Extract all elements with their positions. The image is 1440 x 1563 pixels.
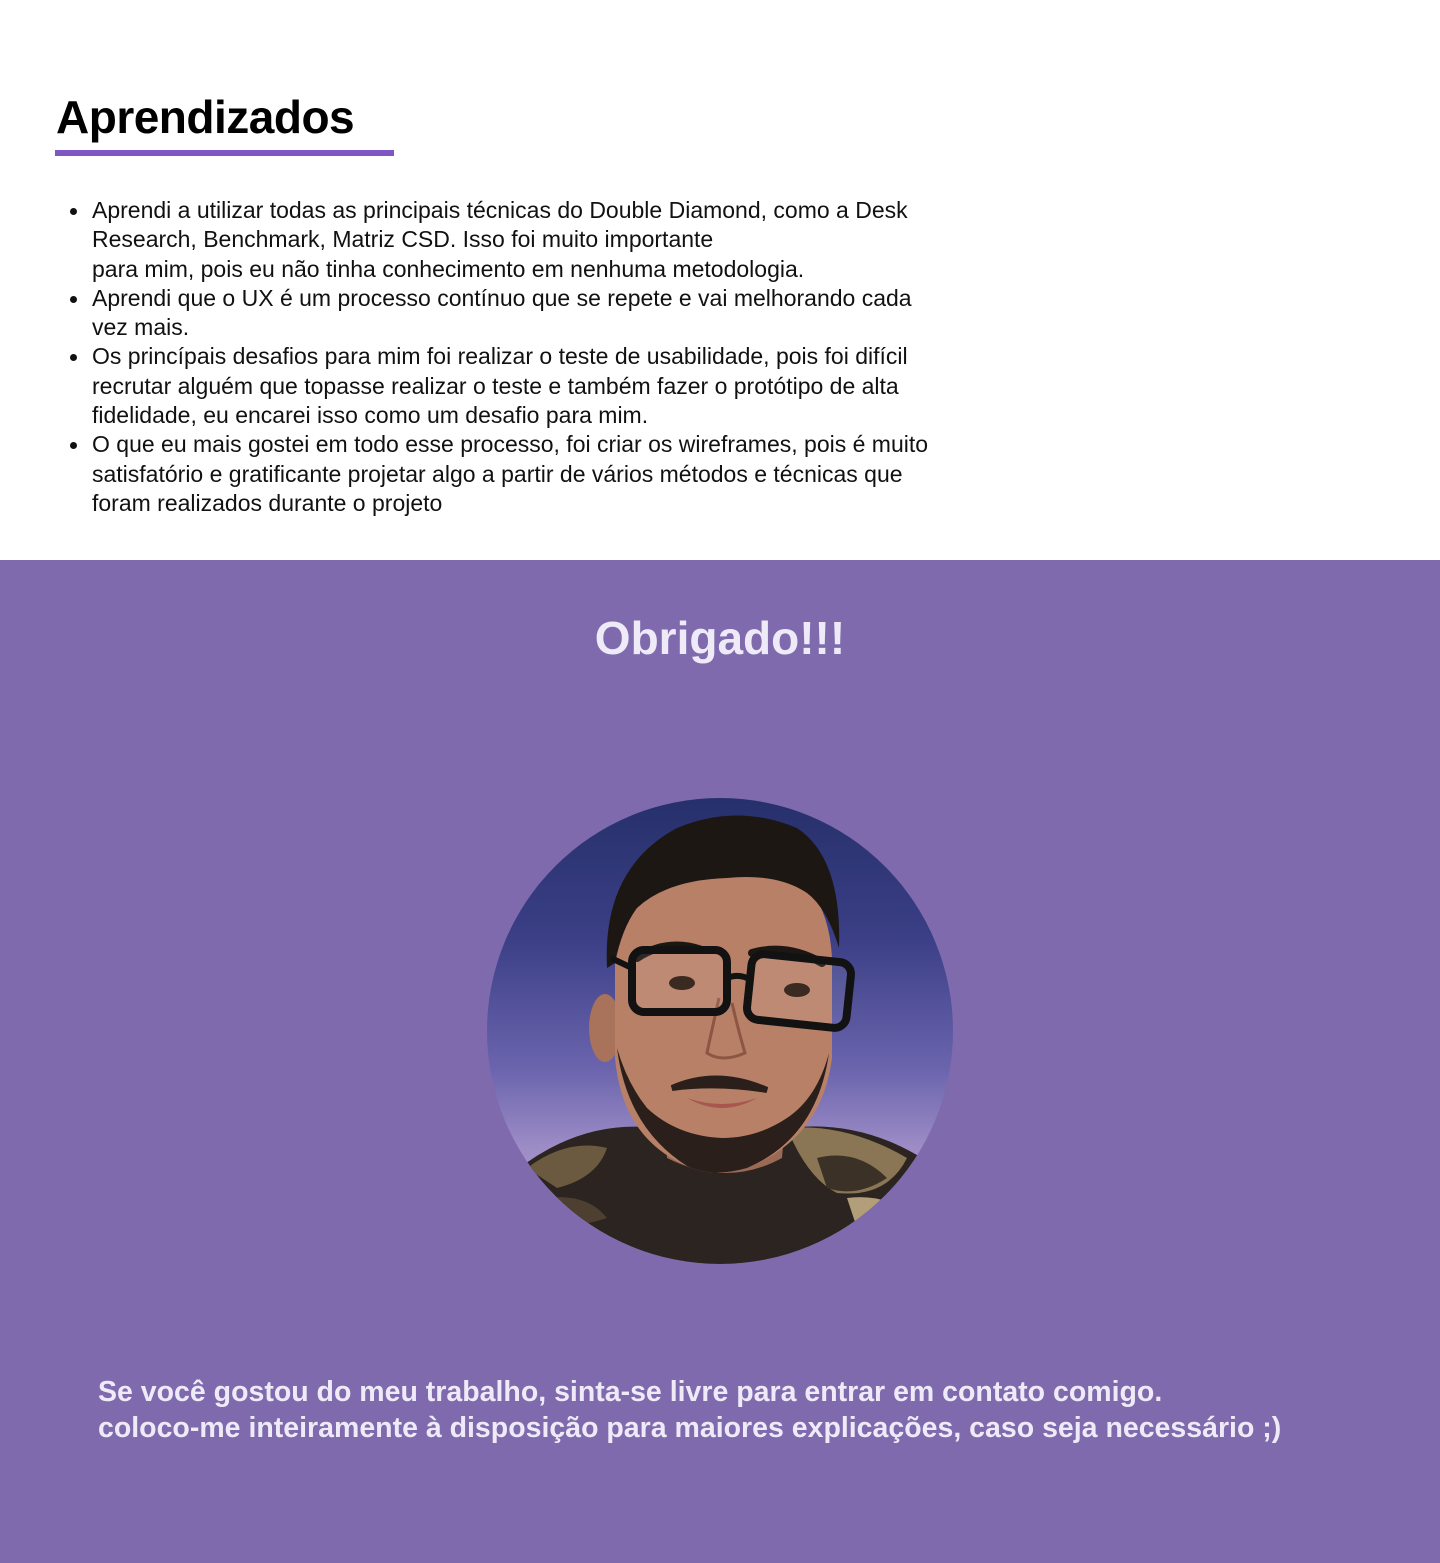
learnings-title: Aprendizados	[56, 91, 355, 143]
learning-item: Os princípais desafios para mim foi realizar o teste de usabilidade, pois foi difícil recrutar alguém que topasse realizar o teste e também fazer o protótipo de alta fidelidade, eu encarei isso como um desafio para mim.	[92, 342, 1052, 430]
contact-line: Se você gostou do meu trabalho, sinta-se livre para entrar em contato comigo.	[98, 1376, 1163, 1408]
avatar	[487, 798, 953, 1264]
contact-line: coloco-me inteiramente à disposição para maiores explicações, caso seja necessário ;)	[98, 1412, 1282, 1444]
learning-item: Aprendi que o UX é um processo contínuo que se repete e vai melhorando cada vez mais.	[92, 284, 1052, 343]
learning-item: Aprendi a utilizar todas as principais técnicas do Double Diamond, como a Desk Research, Benchmark, Matriz CSD. Isso foi muito importante para mim, pois eu não tinha conhecimento em nenhuma metodologia.	[92, 196, 1052, 284]
profile-photo	[487, 798, 953, 1264]
learnings-section	[0, 0, 1440, 560]
contact-message	[98, 1374, 1398, 1446]
learning-item: O que eu mais gostei em todo esse processo, foi criar os wireframes, pois é muito satisfatório e gratificante projetar algo a partir de vários métodos e técnicas que foram realizados durante o projeto	[92, 430, 1052, 518]
thanks-title: Obrigado!!!	[594, 612, 846, 664]
title-underline	[55, 150, 394, 156]
thanks-section	[0, 560, 1440, 1563]
learnings-list	[92, 196, 1052, 518]
